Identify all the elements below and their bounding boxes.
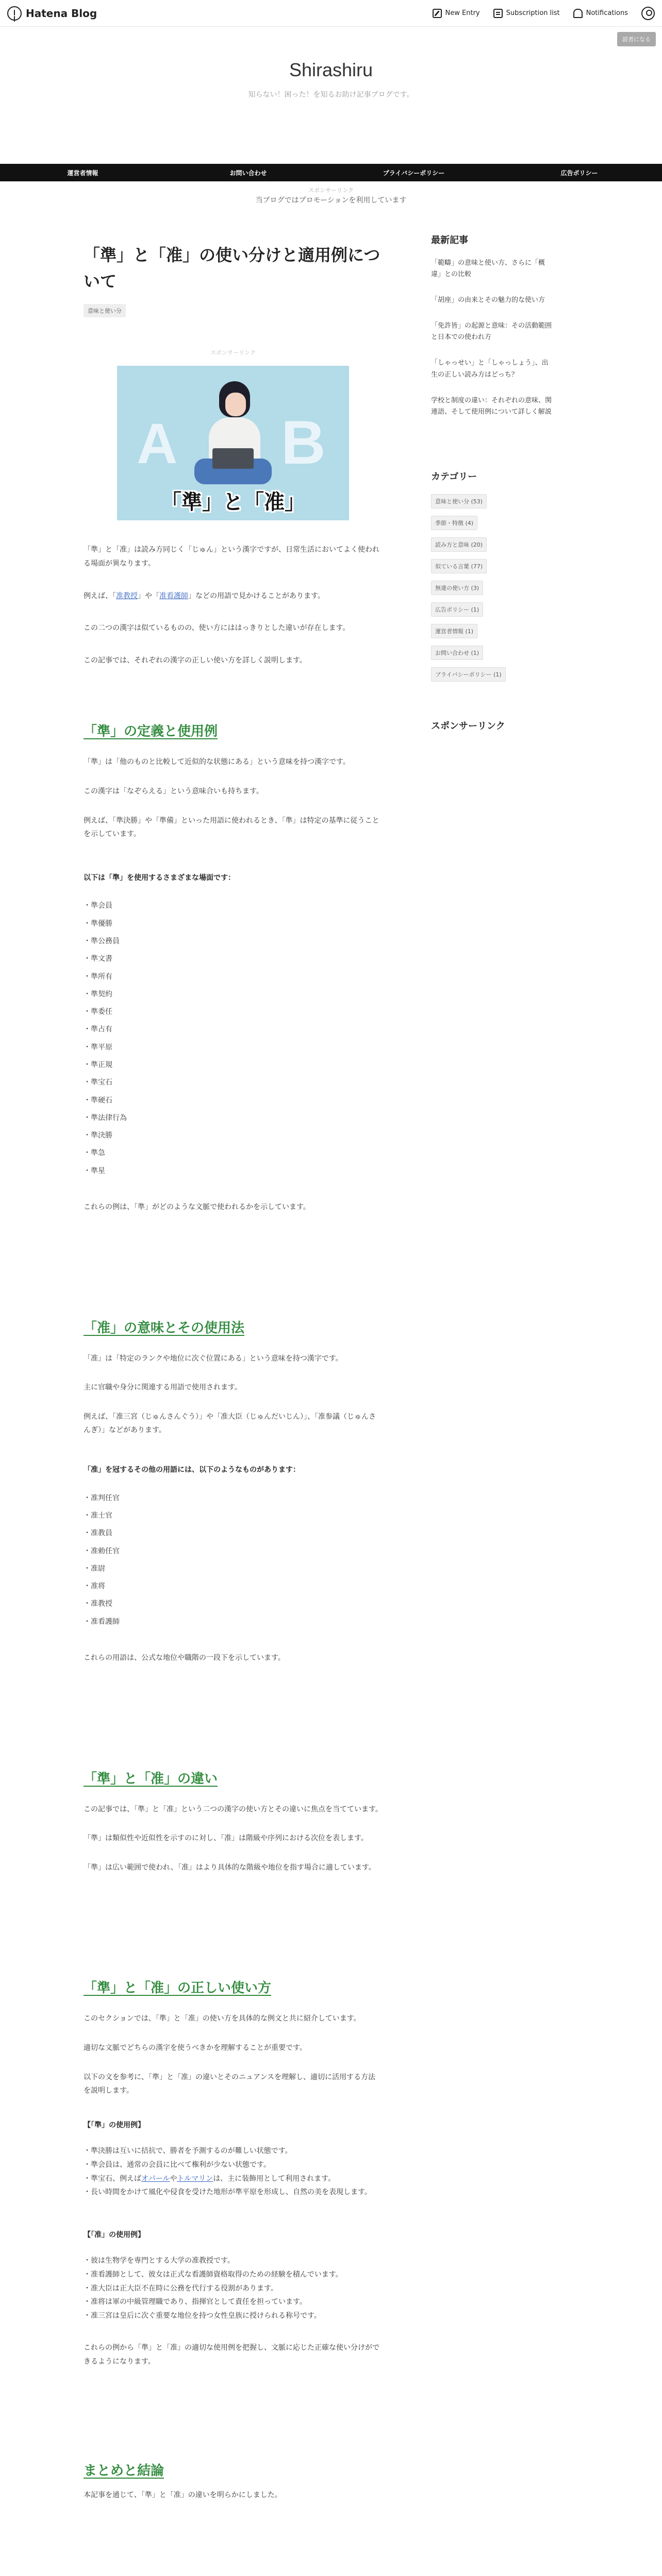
category-item[interactable]: 広告ポリシー (1): [431, 602, 483, 617]
list-item: ・準会員は、通常の会員に比べて権利が少ない状態です。: [84, 2160, 271, 2169]
list-item: ・準法律行為: [84, 1113, 127, 1122]
notifications-button[interactable]: [573, 9, 628, 18]
hero-letter-a: A: [137, 412, 178, 476]
category-item[interactable]: 意味と使い分 (53): [431, 494, 487, 509]
list-item: ・準占有: [84, 1025, 112, 1034]
category-item[interactable]: 季節・特徴 (4): [431, 516, 477, 530]
category-item[interactable]: 似ている言葉 (77): [431, 559, 487, 573]
category-item[interactable]: 読み方と意味 (20): [431, 537, 487, 552]
bell-icon: [573, 9, 583, 18]
sponsor-heading: スポンサーリンク: [431, 720, 505, 732]
list-item: ・准勅任官: [84, 1547, 120, 1555]
list-item: ・准尉: [84, 1564, 105, 1573]
subscription-label: Subscription list: [506, 9, 560, 17]
list-item: ・准大臣は正大臣不在時に公務を代行する役割があります。: [84, 2284, 278, 2293]
s2-term-list: [84, 1489, 383, 1631]
link-associate-professor[interactable]: 准教授: [116, 591, 138, 600]
list-item: ・准看護師: [84, 1617, 120, 1626]
list-item: ・准将: [84, 1582, 105, 1591]
hatena-logo-icon: [7, 6, 22, 21]
s3-paragraph-1: この記事では、「準」と「准」という二つの漢字の使い方とその違いに焦点を当てています。: [84, 1805, 383, 1814]
list-item: ・準決勝は互いに拮抗で、勝者を予測するのが難しい状態です。: [84, 2147, 292, 2156]
category-item[interactable]: プライバシーポリシー (1): [431, 667, 506, 682]
list-item: ・準会員: [84, 902, 112, 910]
category-item[interactable]: 無違の使い方 (3): [431, 581, 483, 595]
subscribe-reader-button[interactable]: 読者になる: [617, 32, 656, 46]
recent-entry-link[interactable]: 「範疇」の意味と使い方、さらに「概違」との比較: [431, 259, 545, 279]
new-entry-label: New Entry: [445, 9, 480, 17]
list-item: ・准教員: [84, 1529, 112, 1538]
nav-item-privacy[interactable]: プライバシーポリシー: [383, 169, 445, 177]
s4-closing: これらの例から「準」と「准」の適切な使用例を把握し、文脈に応じた正確な使い分けができるようになります。: [84, 2344, 379, 2366]
list-item: ・准看護師として、彼女は正式な看護師資格取得のための経験を積んでいます。: [84, 2270, 343, 2279]
list-item: ・准判任官: [84, 1494, 120, 1502]
blog-description: 知らない！困った！を知るお助け記事ブログです。: [248, 91, 414, 99]
promotion-notice: 当ブログではプロモーションを利用しています: [255, 196, 407, 205]
ad-label: スポンサーリンク: [210, 349, 256, 357]
nav-item-operator[interactable]: 運営者情報: [67, 169, 98, 177]
nav-item-contact[interactable]: お問い合わせ: [229, 169, 267, 177]
list-item: ・彼は生物学を専門とする大学の准教授です。: [84, 2257, 235, 2265]
list-item: ・准士官: [84, 1511, 112, 1520]
s2-closing: これらの用語は、公式な地位や職階の一段下を示しています。: [84, 1654, 285, 1662]
recent-entry-link[interactable]: 「胡座」の由来とその魅力的な使い方: [431, 296, 545, 304]
hero-letter-b: B: [281, 408, 326, 478]
s4-paragraph-3: 以下の文を参考に、「準」と「准」の違いとそのニュアンスを理解し、適切に活用する方法を説明します。: [84, 2073, 376, 2095]
intro-paragraph-1: 「準」と「准」は読み方同じく「じゅん」という漢字ですが、日常生活においてよく使われる場面が異なります。: [84, 546, 379, 568]
edit-icon: [433, 9, 442, 18]
category-item[interactable]: お問い合わせ (1): [431, 646, 483, 660]
entry-title[interactable]: 「準」と「准」の使い分けと適用例について: [84, 245, 380, 292]
list-item: ・準委任: [84, 1008, 112, 1016]
intro-paragraph-3: この二つの漢字は似ているものの、使い方にははっきりとした違いが存在します。: [84, 624, 350, 633]
list-item: ・準宝石、例えばオパールやトルマリンは、主に装飾用として利用されます。: [84, 2174, 336, 2183]
list-item: ・准三宮は皇后に次ぐ重要な地位を持つ女性皇族に授けられる称号です。: [84, 2311, 321, 2320]
section-heading-1: 「準」の定義と使用例: [84, 724, 218, 740]
list-item: ・准将は軍の中級管理職であり、指揮官として責任を担っています。: [84, 2298, 307, 2307]
category-badge[interactable]: 意味と使い分: [84, 304, 126, 317]
category-item[interactable]: 運営者情報 (1): [431, 624, 477, 638]
link-assistant-nurse[interactable]: 准看護師: [159, 591, 188, 600]
s3-paragraph-3: 「準」は広い範囲で使われ、「准」はより具体的な階級や地位を指す場合に適しています。: [84, 1863, 376, 1872]
user-avatar-icon[interactable]: [641, 7, 655, 20]
s4-example-list-2: [84, 2254, 383, 2323]
subscription-icon: [493, 9, 503, 18]
section-heading-3: 「準」と「准」の違い: [84, 1771, 218, 1787]
section-heading-5: まとめと結論: [84, 2463, 164, 2479]
list-item: ・準決勝: [84, 1131, 112, 1140]
sidebar: [431, 233, 555, 732]
intro-paragraph-2: 例えば、「准教授」や「准看護師」などの用語で見かけることがあります。: [84, 591, 325, 600]
list-item: ・準硬石: [84, 1096, 112, 1105]
list-item: ・準所有: [84, 972, 112, 981]
subscription-list-button[interactable]: [493, 9, 560, 18]
list-item: ・準平原: [84, 1043, 112, 1052]
hero-person-illustration: [194, 371, 272, 484]
nav-item-ad-policy[interactable]: 広告ポリシー: [560, 169, 598, 177]
hero-image: [117, 366, 349, 520]
s3-paragraph-2: 「準」は類似性や近似性を示すのに対し、「准」は階級や序列における次位を表します。: [84, 1834, 368, 1843]
notifications-label: Notifications: [586, 9, 628, 17]
section-heading-4: 「準」と「准」の正しい使い方: [84, 1980, 272, 1996]
recent-entries-list: [431, 258, 555, 418]
global-nav: [0, 164, 662, 181]
s1-closing: これらの例は、「準」がどのような文脈で使われるかを示しています。: [84, 1203, 310, 1212]
category-list: [431, 494, 555, 682]
s2-list-title: 「准」を冠するその他の用語には、以下のようなものがあります：: [84, 1466, 300, 1475]
s4-example-title-1: 【「準」の使用例】: [84, 2121, 145, 2129]
list-item: ・準急: [84, 1149, 105, 1158]
list-item: ・准教授: [84, 1600, 112, 1608]
intro-paragraph-4: この記事では、それぞれの漢字の正しい使い方を詳しく説明します。: [84, 656, 307, 665]
s2-paragraph-1: 「准」は「特定のランクや地位に次ぐ位置にある」という意味を持つ漢字です。: [84, 1354, 343, 1363]
s4-paragraph-1: このセクションでは、「準」と「准」の使い方を具体的な例文と共に紹介しています。: [84, 2014, 361, 2023]
hatena-toolbar: [0, 0, 662, 27]
recent-entry-link[interactable]: 「免許皆」の起源と意味：その活動範囲と日本での使われ方: [431, 322, 552, 342]
list-item: ・準契約: [84, 990, 112, 998]
link-opal[interactable]: オパール: [141, 2174, 170, 2183]
list-item: ・準正規: [84, 1060, 112, 1069]
recent-entry-link[interactable]: 学校と制度の違い：それぞれの意味、関連語、そして使用例について詳しく解説: [431, 396, 552, 416]
s4-paragraph-2: 適切な文脈でどちらの漢字を使うべきかを理解することが重要です。: [84, 2043, 307, 2052]
s2-paragraph-3: 例えば、「准三宮（じゅんさんぐう）」や「准大臣（じゅんだいじん）」、「准参議（じゅんさんぎ）」などがあります。: [84, 1412, 376, 1435]
s1-term-list: [84, 897, 383, 1180]
sponsored-label: スポンサーリンク: [308, 187, 354, 194]
section-heading-2: 「准」の意味とその使用法: [84, 1320, 245, 1336]
hero-caption: 「準」と「准」: [161, 490, 305, 515]
s1-paragraph-2: この漢字は「なぞらえる」という意味合いも持ちます。: [84, 787, 263, 795]
s4-example-title-2: 【「准」の使用例】: [84, 2230, 145, 2239]
article: [84, 242, 383, 2502]
link-tourmaline[interactable]: トルマリン: [177, 2174, 213, 2183]
s1-paragraph-1: 「準」は「他のものと比較して近似的な状態にある」という意味を持つ漢字です。: [84, 758, 350, 767]
s4-example-list-1: [84, 2144, 383, 2199]
list-item: ・準優勝: [84, 919, 112, 928]
s1-paragraph-3: 例えば、「準決勝」や「準備」といった用語に使われるとき、「準」は特定の基準に従うことを示しています。: [84, 816, 379, 839]
recent-entries-heading: 最新記事: [431, 235, 468, 246]
hatena-logo-text: Hatena Blog: [26, 7, 97, 20]
s5-paragraph-1: 本記事を通じて、「準」と「准」の違いを明らかにしました。: [84, 2491, 282, 2500]
list-item: ・準公務員: [84, 937, 120, 945]
blog-title[interactable]: Shirashiru: [289, 59, 373, 80]
list-item: ・準文書: [84, 955, 112, 963]
s2-paragraph-2: 主に官職や身分に関連する用語で使用されます。: [84, 1383, 242, 1392]
category-heading: カテゴリー: [431, 471, 477, 482]
list-item: ・準宝石: [84, 1078, 112, 1087]
hatena-logo[interactable]: [7, 6, 97, 21]
recent-entry-link[interactable]: 「しゃっせい」と「しゃっしょう」、出生の正しい読み方はどっち？: [431, 359, 549, 379]
list-item: ・準星: [84, 1166, 105, 1175]
list-item: ・長い時間をかけて風化や侵食を受けた地形が準平原を形成し、自然の美を表現します。: [84, 2188, 372, 2197]
s1-list-title: 以下は「準」を使用するさまざまな場面です：: [84, 873, 235, 882]
new-entry-button[interactable]: [433, 9, 480, 18]
